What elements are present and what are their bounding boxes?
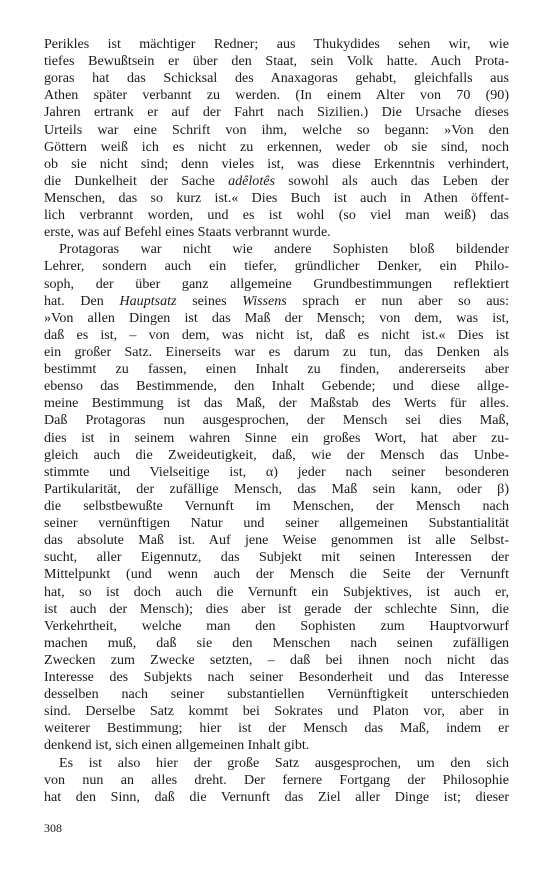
text-line: Menschen, das so kurz ist.« Dies Buch ist auch in Athen öffent-	[44, 189, 509, 206]
text-line: sucht, aller Eigennutz, das Subjekt mit seinen Interessen der	[44, 549, 509, 566]
text-line: stimmte und Vielseitige ist, α) jeder nach seiner besonderen	[44, 463, 509, 480]
text-fragment: die Dunkelheit der Sache	[44, 172, 229, 189]
text-line: das absolute Maß ist. Auf jene Weise genommen ist alle Selbst-	[44, 532, 509, 549]
term-wissens: Wissens	[242, 292, 287, 309]
text-line: von nun an alles dreht. Der fernere Fortgang der Philosophie	[44, 771, 509, 788]
text-line: die selbstbewußte Vernunft im Menschen, der Mensch nach	[44, 497, 509, 514]
text-line: hat, so ist doch auch die Vernunft ein Subjektives, ist auch er,	[44, 583, 509, 600]
text-fragment: sprach er nun aber so aus:	[286, 292, 509, 309]
text-line: denkend ist, sich einen allgemeinen Inhalt gibt.	[44, 737, 310, 754]
text-fragment: seines	[176, 292, 243, 309]
term-hauptsatz: Hauptsatz	[119, 292, 177, 309]
text-line: bestimmt zu fassen, einen Inhalt zu finden, andererseits aber	[44, 361, 509, 378]
text-line: ob sie nicht sind; denn vieles ist, was diese Erkenntnis verhindert,	[44, 155, 509, 172]
text-line: Göttern weiß ich es nicht zu erkennen, weder ob sie sind, noch	[44, 138, 509, 155]
text-line: Es ist also hier der große Satz ausgesprochen, um den sich	[59, 754, 509, 771]
text-line: dies ist in seinem wahren Sinne ein großes Wort, hat aber zu-	[44, 429, 509, 446]
text-line: »Von allen Dingen ist das Maß der Mensch; von dem, was ist,	[44, 309, 509, 326]
text-line: goras hat das Schicksal des Anaxagoras gehabt, gleichfalls aus	[44, 70, 509, 87]
text-line	[44, 293, 509, 310]
text-line	[44, 173, 509, 190]
text-line: sind. Derselbe Satz kommt bei Sokrates und Platon vor, aber in	[44, 703, 509, 720]
text-line: desselben nach seiner substantiellen Vernünftigkeit unterschieden	[44, 686, 509, 703]
text-line: Daß Protagoras nun ausgesprochen, der Mensch sei dies Maß,	[44, 412, 509, 429]
text-line: Perikles ist mächtiger Redner; aus Thukydides sehen wir, wie	[44, 36, 509, 52]
page-number: 308	[44, 821, 62, 835]
text-fragment: hat. Den	[44, 292, 120, 309]
text-line: meine Bestimmung ist das Maß, der Maßstab des Werts für alles.	[44, 395, 509, 412]
text-line: hat den Sinn, daß die Vernunft das Ziel aller Dinge ist; dieser	[44, 788, 509, 805]
paragraph-2	[44, 241, 509, 754]
text-line: soph, der über ganz allgemeine Grundbestimmungen reflektiert	[44, 275, 509, 292]
greek-term-adelotes: adêlotês	[228, 172, 275, 189]
text-line: gleich auch die Zweideutigkeit, daß, wie der Mensch das Unbe-	[44, 446, 509, 463]
text-fragment: sowohl als auch das Leben der	[274, 172, 509, 189]
text-line: daß es ist, – von dem, was nicht ist, daß es nicht ist.« Dies ist	[44, 326, 509, 343]
text-line: Athen später verbannt zu werden. (In einem Alter von 70 (90)	[44, 87, 509, 104]
text-line: ist auch der Mensch); dies aber ist gerade der schlechte Sinn, die	[44, 600, 509, 617]
text-line: Urteils war eine Schrift von ihm, welche so begann: »Von den	[44, 121, 509, 138]
text-line: seiner vernünftigen Natur und seiner allgemeinen Substantialität	[44, 515, 509, 532]
text-line: lich verbrannt worden, und es ist wohl (so viel man weiß) das	[44, 207, 509, 224]
text-line: erste, was auf Befehl eines Staats verbrannt wurde.	[44, 224, 331, 241]
text-line: Zwecken zum Zwecke setzten, – daß bei ihnen noch nicht das	[44, 651, 509, 668]
text-line: ebenso das Bestimmende, den Inhalt Gebende; und diese allge-	[44, 378, 509, 395]
body-text	[44, 36, 509, 806]
paragraph-3	[44, 755, 509, 806]
text-line: Lehrer, sondern auch ein tiefer, gründlicher Denker, ein Philo-	[44, 258, 509, 275]
text-line: Mittelpunkt (und wenn auch der Mensch die Seite der Vernunft	[44, 566, 509, 583]
text-line: Verkehrtheit, welche man den Sophisten zum Hauptvorwurf	[44, 617, 509, 634]
text-line: Jahren ertrank er auf der Fahrt nach Sizilien.) Die Ursache dieses	[44, 104, 509, 121]
paragraph-1	[44, 36, 509, 241]
text-line: Partikularität, der zufällige Mensch, das Maß sein kann, oder β)	[44, 480, 509, 497]
text-line: tiefes Bewußtsein er über den Staat, sein Volk hatte. Auch Prota-	[44, 53, 509, 70]
text-line: Interesse des Subjekts nach seiner Besonderheit und das Interesse	[44, 669, 509, 686]
text-line: weiterer Bestimmung; hier ist der Mensch das Maß, indem er	[44, 720, 509, 737]
text-line: ein großer Satz. Einerseits war es darum zu tun, das Denken als	[44, 343, 509, 360]
text-line: Protagoras war nicht wie andere Sophisten bloß bildender	[59, 241, 509, 258]
text-line: machen muß, daß sie den Menschen nach seinen zufälligen	[44, 634, 509, 651]
